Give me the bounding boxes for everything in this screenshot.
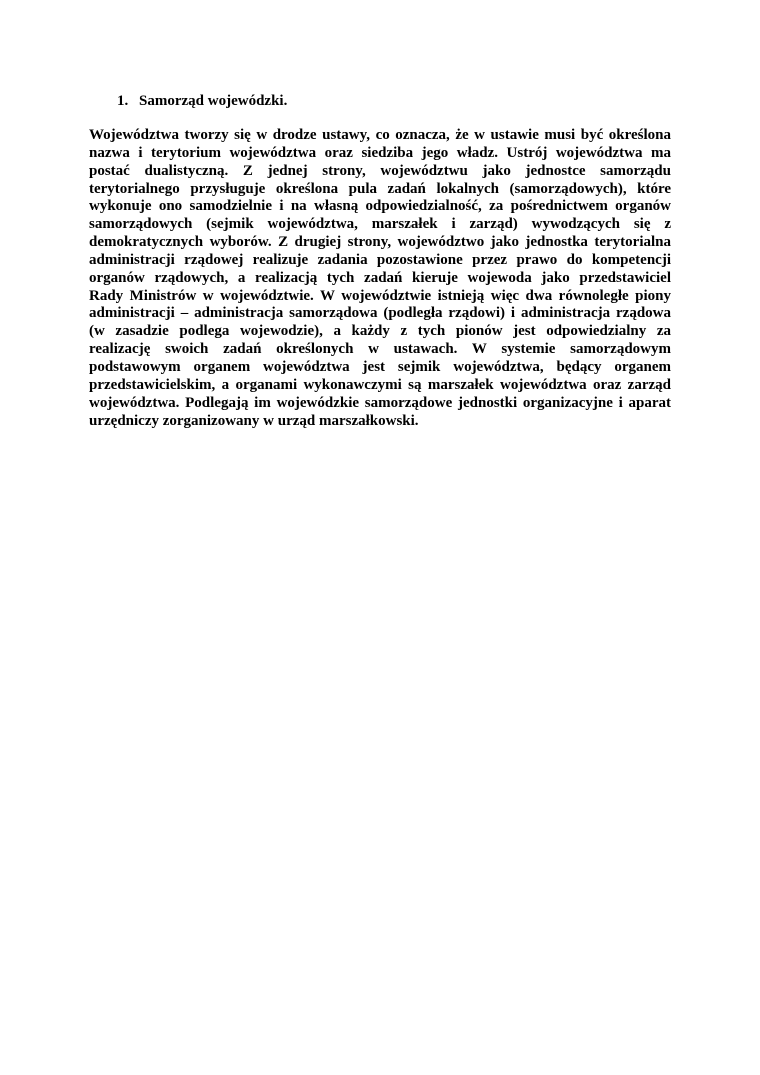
paragraph-line: (w zasadzie podlega wojewodzie), a każdy z tych pionów jest odpowiedzialny za	[89, 323, 671, 340]
section-number: 1.	[117, 93, 129, 109]
paragraph-line: organów rządowych, a realizacją tych zadań kieruje wojewoda jako przedstawiciel	[89, 269, 671, 286]
paragraph-line: administracji rządowej realizuje zadania pozostawione przez prawo do kompetencji	[89, 251, 671, 268]
paragraph-line: realizację swoich zadań określonych w ustawach. W systemie samorządowym	[89, 341, 671, 358]
paragraph-line: administracji – administracja samorządowa (podległa rządowi) i administracja rządowa	[89, 305, 671, 322]
section-title: Samorząd wojewódzki.	[139, 93, 288, 109]
paragraph-line: Rady Ministrów w województwie. W województwie istnieją więc dwa równoległe piony	[89, 287, 671, 304]
paragraph-line: podstawowym organem województwa jest sejmik województwa, będący organem	[89, 358, 671, 375]
paragraph-line: Województwa tworzy się w drodze ustawy, co oznacza, że w ustawie musi być określona	[89, 127, 671, 143]
paragraph-line: terytorialnego przysługuje określona pula zadań lokalnych (samorządowych), które	[89, 180, 671, 197]
section-heading	[117, 91, 287, 111]
paragraph-line: nazwa i terytorium województwa oraz siedziba jego władz. Ustrój województwa ma	[89, 144, 671, 161]
paragraph-line: wykonuje ono samodzielnie i na własną odpowiedzialność, za pośrednictwem organów	[89, 198, 671, 215]
paragraph-line: postać dualistyczną. Z jednej strony, województwu jako jednostce samorządu	[89, 162, 671, 179]
paragraph-line: województwa. Podlegają im wojewódzkie samorządowe jednostki organizacyjne i aparat	[89, 394, 671, 411]
paragraph-line: urzędniczy zorganizowany w urząd marszałkowski.	[89, 412, 419, 429]
paragraph-line: przedstawicielskim, a organami wykonawczymi są marszałek województwa oraz zarząd	[89, 376, 671, 393]
body-paragraph	[89, 127, 671, 430]
paragraph-line: demokratycznych wyborów. Z drugiej strony, województwo jako jednostka terytorialna	[89, 234, 671, 251]
paragraph-line: samorządowych (sejmik województwa, marszałek i zarząd) wywodzących się z	[89, 216, 671, 233]
